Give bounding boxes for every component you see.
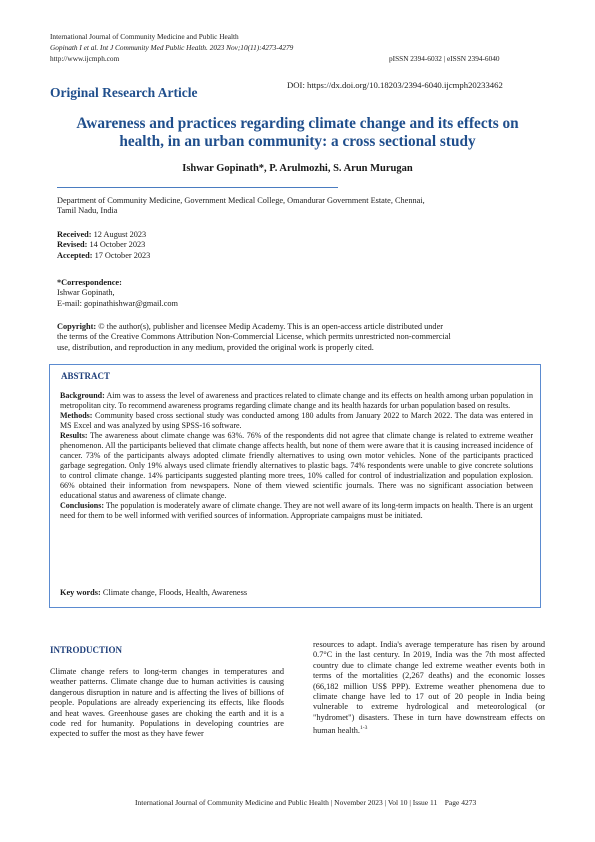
copyright: [57, 322, 451, 353]
introduction-column-1: Climate change refers to long-term changes in temperatures and weather patterns. Climate change due to human activities is causing dangerous disruption in nature and is affecting the lives of billions of people. Populations are already experiencing its effects, like floods and heat waves. Greenhouse gases are choking the earth and it is a code red for humanity. Populations in developing countries are expected to suffer the most as they have fewer: [50, 667, 284, 739]
authors: Ishwar Gopinath*, P. Arulmozhi, S. Arun Murugan: [182, 163, 413, 174]
correspondence-name: Ishwar Gopinath,: [57, 288, 115, 298]
accepted-label: Accepted:: [57, 250, 93, 260]
affiliation-line-1: Department of Community Medicine, Government Medical College, Omandurar Government Estate, Chennai,: [57, 196, 425, 205]
introduction-heading: INTRODUCTION: [50, 645, 123, 655]
copyright-line-3: use, distribution, and reproduction in any medium, provided the original work is properly cited.: [57, 342, 374, 352]
abstract-heading: ABSTRACT: [61, 371, 111, 381]
introduction-column-2: [313, 640, 545, 736]
background-label: Background:: [60, 391, 105, 400]
methods-label: Methods:: [60, 411, 93, 420]
conclusions-label: Conclusions:: [60, 501, 105, 510]
accepted-date: 17 October 2023: [94, 250, 151, 260]
keywords: [60, 588, 247, 598]
copyright-line-2: the terms of the Creative Commons Attribution Non-Commercial License, which permits unrestricted non-commercial: [57, 332, 451, 342]
dates: [57, 230, 150, 261]
correspondence-label: *Correspondence:: [57, 278, 122, 287]
journal-citation: Gopinath I et al. Int J Community Med Public Health. 2023 Nov;10(11):4273-4279: [50, 43, 294, 52]
received-date: 12 August 2023: [93, 230, 147, 239]
results-text: The awareness about climate change was 63%. 76% of the respondents did not agree that climate change is related to extreme weather phenomenon. All the participants believed that climate change affects health, but none of them were aware that it is causing increased incidence of cancer. 73% of the participants always adopted climate friendly alternatives to using own motor vehicles. None of the participants practiced garbage segregation. Only 19% always used climate friendly alternatives to plastic bags. 74% respondents were unable to give concrete solutions to control climate change. 14% participants suggested planting more trees, 10% called for control of industrialization and population explosion. 66% obtained their information from newspapers. None of them viewed scientific journals. There was no significant association between educational status and awareness of climate change.: [60, 431, 533, 500]
keywords-label: Key words:: [60, 588, 101, 597]
background-text: Aim was to assess the level of awareness and practices related to climate change and its effects on health among urban population in metropolitan city. To recommend awareness programs regarding climate change and its health hazards for urban population based on results.: [60, 391, 533, 410]
keywords-text: Climate change, Floods, Health, Awareness: [102, 588, 248, 597]
journal-name: International Journal of Community Medicine and Public Health: [50, 32, 239, 41]
divider: [57, 187, 338, 188]
reference-superscript[interactable]: 1-3: [360, 725, 368, 732]
title-line-1: Awareness and practices regarding climate change and its effects on: [76, 115, 519, 132]
affiliation-line-2: Tamil Nadu, India: [57, 206, 118, 216]
methods-text: Community based cross sectional study was conducted among 180 adults from January 2022 to March 2022. The data was entered in MS Excel and was analyzed by using SPSS-16 software.: [60, 411, 534, 430]
title-line-2: health, in an urban community: a cross sectional study: [119, 133, 476, 150]
article-type: Original Research Article: [50, 85, 198, 100]
copyright-line-1: © the author(s), publisher and licensee Medip Academy. This is an open-access article distributed under: [98, 322, 444, 331]
abstract-body: [60, 391, 533, 521]
page-footer: International Journal of Community Medicine and Public Health | November 2023 | Vol 10 | Issue 11 Page 4273: [135, 798, 477, 807]
received-label: Received:: [57, 230, 92, 239]
article-title: [0, 115, 595, 151]
doi-link[interactable]: DOI: https://dx.doi.org/10.18203/2394-6040.ijcmph20233462: [287, 80, 503, 90]
copyright-label: Copyright:: [57, 322, 97, 331]
issn: pISSN 2394-6032 | eISSN 2394-6040: [389, 54, 500, 63]
correspondence: [57, 278, 178, 309]
affiliation: [57, 196, 425, 217]
introduction-column-2-text: resources to adapt. India's average temperature has risen by around 0.7°C in the last century. In 2019, India was the 7th most affected country due to climate change led extreme weather events both in terms of the mortalities (2,267 deaths) and the economic losses (66,182 million US$ PPP). Extreme weather phenomena due to climate change have led to 17 out of 20 people in India being vulnerable to extreme hydrological and meteorological (or "hydromet") disasters. These in turn have downstream effects on human health.: [313, 640, 545, 736]
conclusions-text: The population is moderately aware of climate change. They are not well aware of its long-term impacts on health. There is an urgent need for them to be well informed with verified sources of information. Appropriate campaigns must be initiated.: [60, 501, 534, 520]
correspondence-email[interactable]: E-mail: gopinathishwar@gmail.com: [57, 298, 179, 308]
revised-date: 14 October 2023: [89, 240, 146, 250]
revised-label: Revised:: [57, 240, 88, 250]
results-label: Results:: [60, 431, 88, 440]
journal-url[interactable]: http://www.ijcmph.com: [50, 54, 120, 63]
